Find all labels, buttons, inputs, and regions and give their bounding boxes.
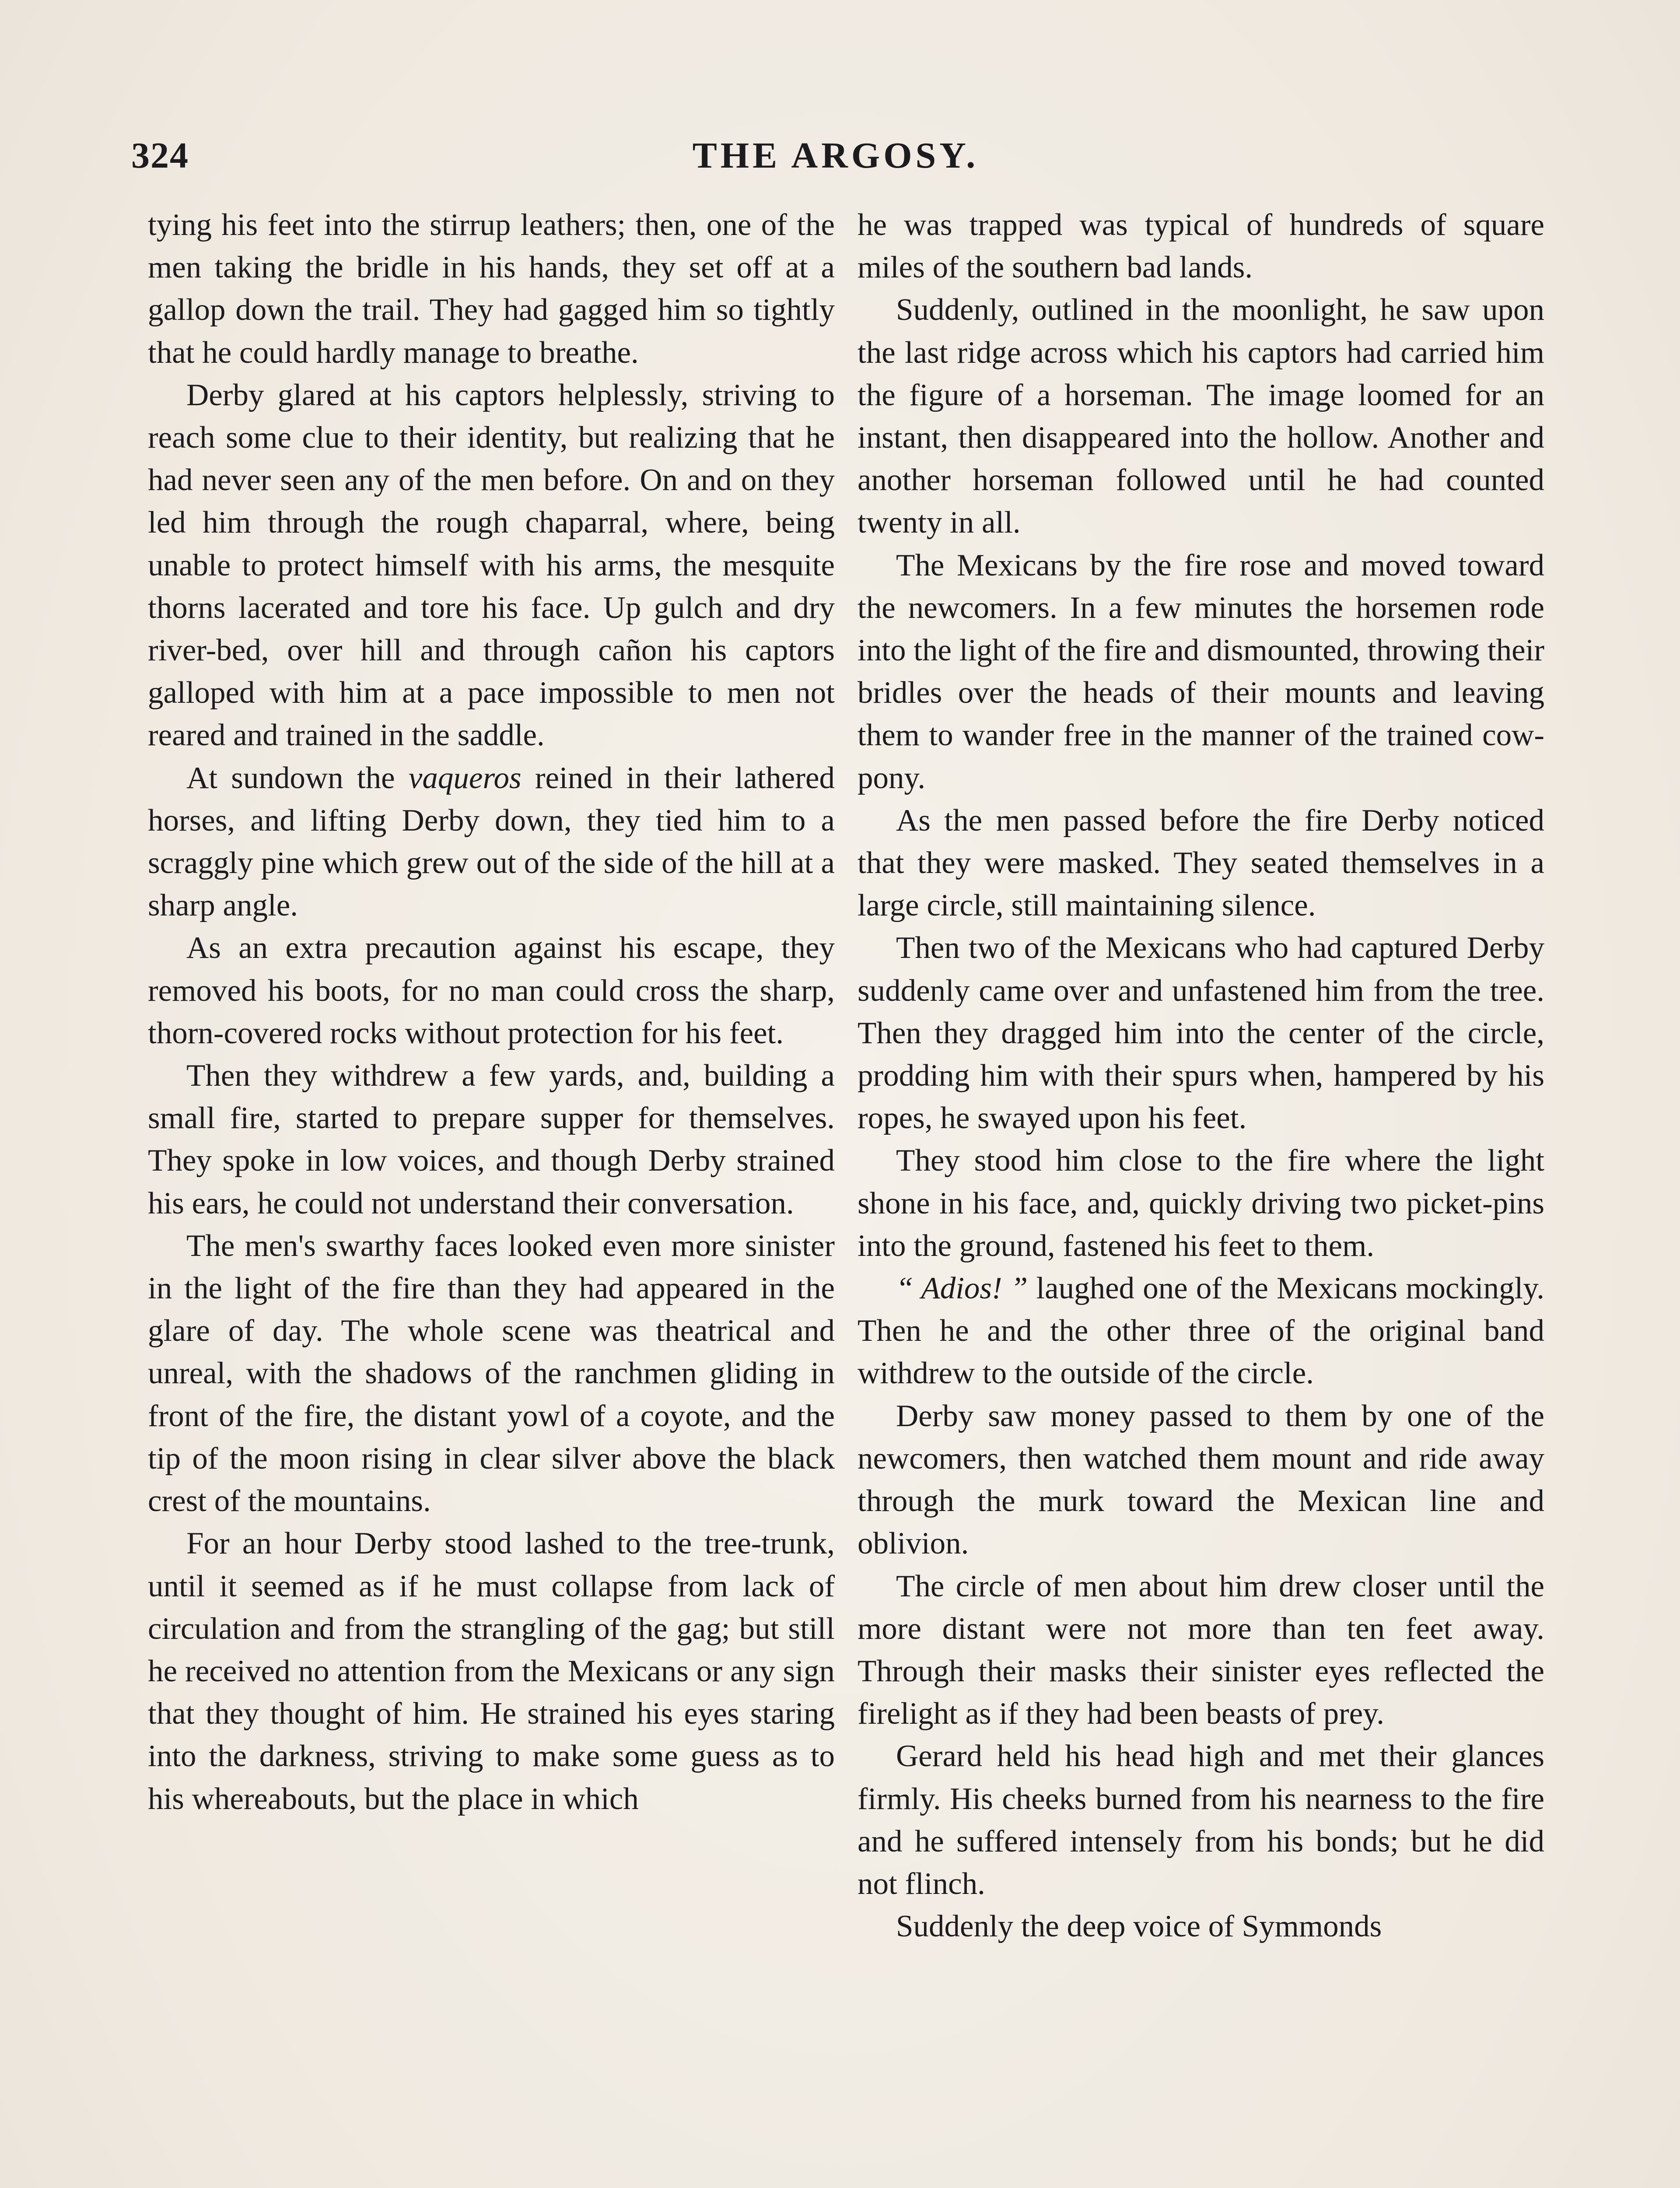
paragraph: Then two of the Mexicans who had captured Derby suddenly came over and unfastened him from the tree. Then they dragged him into the center of the circle, prodding him with their spurs when, hampered by his ropes, he swayed upon his feet. <box>858 931 1544 1136</box>
paragraph: Suddenly, outlined in the moonlight, he saw upon the last ridge across which his captors had carried him the figure of a horseman. The image loomed for an instant, then disappeared into the hollow. Another and another horseman followed until he had counted twenty in all. <box>858 293 1544 540</box>
paragraph: The men's swarthy faces looked even more sinister in the light of the fire than they had appeared in the glare of day. The whole scene was theatrical and unreal, with the shadows of the ranchmen gliding in front of the fire, the distant yowl of a coyote, and the tip of the moon rising in clear silver above the black crest of the mountains. <box>148 1228 835 1518</box>
paragraph: For an hour Derby stood lashed to the tree-trunk, until it seemed as if he must collapse from lack of circulation and from the strangling of the gag; but still he received no attention from the Mexicans or any sign that they thought of him. He strained his eyes staring into the darkness, striving to make some guess as to his whereabouts, but the place in which <box>148 1526 835 1816</box>
italic-word: “ Adios! ” <box>896 1271 1028 1306</box>
paragraph: Derby saw money passed to them by one of the newcomers, then watched them mount and ride away through the murk toward the Mexican line and oblivion. <box>858 1399 1544 1561</box>
paragraph-text: At sundown the <box>186 761 409 795</box>
paragraph: The circle of men about him drew closer until the more distant were not more than ten feet away. Through their masks their sinister eyes reflected the firelight as if they had been beasts of prey. <box>858 1569 1544 1731</box>
paragraph: he was trapped was typical of hundreds of square miles of the southern bad lands. <box>858 208 1544 285</box>
paragraph: Then they withdrew a few yards, and, building a small fire, started to prepare supper for themselves. They spoke in low voices, and though Derby strained his ears, he could not understand their conversation. <box>148 1059 835 1220</box>
paragraph: They stood him close to the fire where the light shone in his face, and, quickly driving two picket-pins into the ground, fastened his feet to them. <box>858 1143 1544 1263</box>
page-header <box>131 130 1540 182</box>
paragraph <box>858 1267 1544 1395</box>
right-column <box>858 204 1544 1948</box>
paragraph: tying his feet into the stirrup leathers; then, one of the men taking the bridle in his hands, they set off at a gallop down the trail. They had gagged him so tightly that he could hardly manage to breathe. <box>148 208 835 370</box>
page-number: 324 <box>131 135 189 176</box>
paragraph <box>148 757 835 927</box>
paragraph: As an extra precaution against his escape, they removed his boots, for no man could cross the sharp, thorn-covered rocks without protection for his feet. <box>148 931 835 1050</box>
italic-word: vaqueros <box>408 761 522 795</box>
left-column <box>148 204 835 1820</box>
paragraph: Gerard held his head high and met their glances firmly. His cheeks burned from his nearness to the fire and he suffered intensely from his bonds; but he did not flinch. <box>858 1739 1544 1901</box>
paragraph: Derby glared at his captors helplessly, striving to reach some clue to their identity, but realizing that he had never seen any of the men before. On and on they led him through the rough chaparral, where, being unable to protect himself with his arms, the mesquite thorns lacerated and tore his face. Up gulch and dry river-bed, over hill and through cañon his captors galloped with him at a pace impossible to men not reared and trained in the saddle. <box>148 378 835 753</box>
paragraph-text: laughed one of the Mexicans mockingly. Then he and the other three of the original band withdrew to the outside of the circle. <box>858 1271 1544 1391</box>
paragraph: As the men passed before the fire Derby noticed that they were masked. They seated themselves in a large circle, still maintaining silence. <box>858 803 1544 923</box>
running-title: THE ARGOSY. <box>692 135 979 176</box>
paragraph-text: reined in their lathered horses, and lifting Derby down, they tied him to a scraggly pine which grew out of the side of the hill at a sharp angle. <box>148 761 835 923</box>
paragraph: The Mexicans by the fire rose and moved toward the newcomers. In a few minutes the horsemen rode into the light of the fire and dismounted, throwing their bridles over the heads of their mounts and leaving them to wander free in the manner of the trained cow-pony. <box>858 548 1544 795</box>
paragraph: Suddenly the deep voice of Symmonds <box>896 1909 1382 1944</box>
